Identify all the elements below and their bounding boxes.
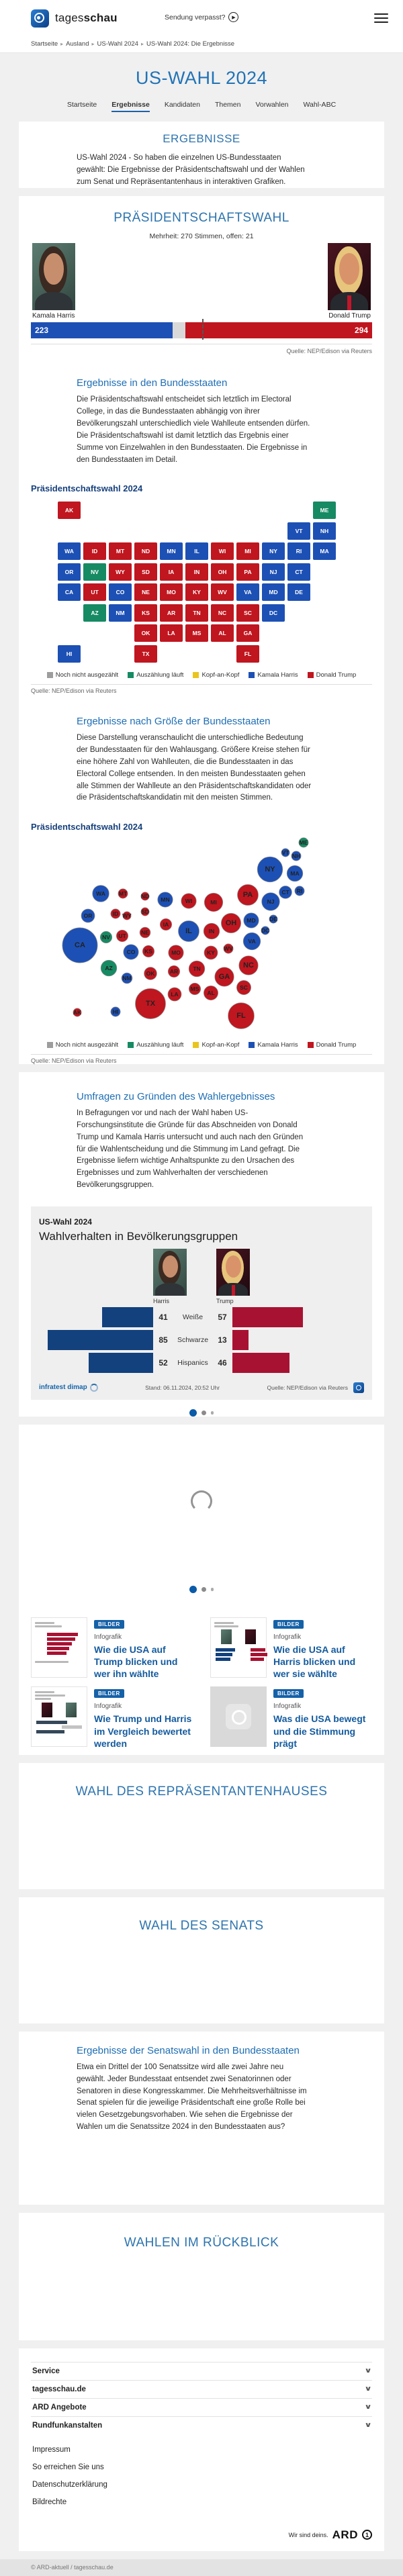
state-tile-md[interactable]: MD (262, 583, 285, 601)
state-tile-mi[interactable]: MI (236, 542, 259, 560)
page-title: US-WAHL 2024 (135, 68, 268, 88)
source-note: Quelle: NEP/Edison via Reuters (267, 1384, 348, 1391)
state-tile-ma[interactable]: MA (313, 542, 336, 560)
infographic-footer (39, 1382, 364, 1393)
senatswahl-text: Etwa ein Drittel der 100 Senatssitze wird alle zwei Jahre neu gewählt. Jeder Bundesstaat entsendet zwei Senatorinnen oder Senatoren in diese Kongresskammer. Die Mehrheitsverhältnisse im Senat spielen für die jeweilige Präsidentschaft eine große Rolle bei vielen Gesetzgebungsvorhaben. Wie sehen die Ergebnisse der Wahlen um die Senatssitze 2024 in den Bundesstaaten aus? (77, 2062, 307, 2131)
donald-trump-name: Donald Trump (328, 312, 371, 320)
state-tile-co[interactable]: CO (109, 583, 132, 601)
legend-label: Noch nicht ausgezählt (55, 671, 119, 679)
section-senatswahl (19, 2032, 384, 2205)
state-bubble-label: DE (269, 916, 277, 923)
teaser-title[interactable]: Wie die USA auf Trump blicken und wer ihn wählte (94, 1643, 178, 1680)
demographic-row-hispanics (39, 1353, 364, 1373)
teaser-kicker: Infografik (94, 1703, 122, 1711)
section-ergebnisse (19, 122, 384, 188)
state-tile-dc[interactable]: DC (262, 604, 285, 622)
state-bubble-label: NJ (267, 898, 275, 906)
state-bubble-label: NY (265, 865, 275, 874)
tagesschau-globe-watermark-icon (226, 1704, 251, 1729)
state-bubble-label: AK (73, 1009, 82, 1016)
carousel-dot-active[interactable] (189, 1586, 197, 1593)
state-bubble-label: AZ (105, 965, 113, 972)
group-label: Schwarze (177, 1335, 209, 1344)
demographic-row-weiße (39, 1307, 364, 1327)
section-rueckblick (19, 2213, 384, 2340)
menu-button[interactable] (374, 13, 388, 23)
teaser-title[interactable]: Wie die USA auf Harris blicken und wer sie wählte (273, 1643, 356, 1680)
state-bubble-label: IN (208, 928, 215, 935)
state-bubble-label: FL (236, 1012, 246, 1020)
harris-photo-small (153, 1249, 187, 1296)
state-bubble-label: ND (140, 893, 150, 900)
state-tile-tx[interactable]: TX (134, 645, 157, 663)
footer-link-datenschutz[interactable]: Datenschutzerklärung (32, 2480, 107, 2489)
state-tile-ut[interactable]: UT (83, 583, 106, 601)
trump-bar (232, 1330, 249, 1350)
teaser-title[interactable]: Was die USA bewegt und die Stimmung prägt (273, 1713, 366, 1749)
state-bubble-label: NV (102, 934, 110, 941)
state-tile-nh[interactable]: NH (313, 522, 336, 540)
state-tile-wv[interactable]: WV (211, 583, 234, 601)
trump-ev-count: 294 (354, 326, 368, 336)
footer-accordion-tagesschau[interactable]: tagesschau.de ∨ (31, 2380, 372, 2398)
state-bubble-label: MT (118, 890, 128, 898)
state-tile-me[interactable]: ME (313, 502, 336, 519)
electoral-college-bar[interactable] (31, 322, 372, 338)
harris-ev-count: 223 (35, 326, 49, 336)
harris-value: 52 (159, 1357, 168, 1368)
section-tabs (0, 94, 403, 122)
state-tile-nj[interactable]: NJ (262, 563, 285, 581)
state-bubble-label: MA (290, 870, 300, 877)
state-tile-ca[interactable]: CA (58, 583, 81, 601)
donald-trump-photo (328, 243, 371, 310)
state-tile-wy[interactable]: WY (109, 563, 132, 581)
chevron-down-icon: ∨ (364, 2422, 372, 2430)
teaser-harris-blick[interactable] (210, 1617, 372, 1680)
umfragen-heading: Umfragen zu Gründen des Wahlergebnisses (77, 1091, 275, 1103)
group-label: Hispanics (177, 1358, 208, 1367)
candidates-row (31, 243, 372, 322)
play-icon: ▶ (228, 12, 238, 22)
state-tile-ga[interactable]: GA (236, 624, 259, 642)
state-tile-sd[interactable]: SD (134, 563, 157, 581)
breadcrumb-item[interactable]: Startseite (31, 40, 58, 48)
legend-label: Kamala Harris (257, 1041, 298, 1049)
state-tile-il[interactable]: IL (185, 542, 208, 560)
source-note: Quelle: NEP/Edison via Reuters (31, 687, 117, 695)
state-bubble-label: WV (224, 945, 233, 953)
brand-wordmark[interactable] (55, 11, 118, 25)
teaser-kicker: Infografik (94, 1633, 122, 1641)
state-tile-pa[interactable]: PA (236, 563, 259, 581)
tagesschau-mini-logo (353, 1382, 364, 1393)
teaser-stimmung[interactable] (210, 1686, 372, 1750)
state-bubble-label: NE (141, 929, 149, 937)
sendung-verpasst-button[interactable] (165, 12, 238, 22)
state-bubble-label: NM (122, 975, 132, 982)
umfragen-text: In Befragungen vor und nach der Wahl haben US-Forschungsinstitute die Gründe für das Abschneiden von Donald Trump und Kamala Harris untersucht und auch nach den Gründen für die Wahlentscheidung und die Stimmung im Land gefragt. Die Ergebnisse liefern wichtige Anhaltspunkte zu den Ursachen des Ergebnisses und zum Wahlverhalten der verschiedenen Bevölkerungsgruppen. (77, 1109, 304, 1190)
badge-bilder: BILDER (273, 1620, 304, 1629)
bundesstaaten-text: Die Präsidentschaftswahl entscheidet sich letztlich im Electoral College, in das die Bundesstaaten abhängig von ihrer Bevölkerungszahl unterschiedlich viele Wahlleute entsenden dürfen. Die Präsidentschaftswahl ist damit letztlich das Ergebnis einer Summe von Einzelwahlen in den Bundesstaaten. Die Ergebnisse in den Bundesstaaten im Detail. (77, 395, 310, 464)
state-tile-al[interactable]: AL (211, 624, 234, 642)
state-bubble-label: KS (144, 948, 152, 955)
state-bubble-label: NC (243, 961, 254, 970)
state-tile-ny[interactable]: NY (262, 542, 285, 560)
state-bubble-label: SD (141, 908, 149, 916)
page-footer (19, 2348, 384, 2551)
legend-item (249, 671, 298, 679)
demographic-row-schwarze (39, 1330, 364, 1350)
section-umfragen (19, 1072, 384, 1417)
harris-value: 41 (159, 1312, 168, 1322)
legend-item (249, 1041, 298, 1049)
demographic-bars (39, 1307, 364, 1373)
repraesentantenhaus-heading: WAHL DES REPRÄSENTANTENHAUSES (75, 1784, 328, 1799)
kamala-harris-name: Kamala Harris (32, 312, 75, 320)
state-tile-nv[interactable]: NV (83, 563, 106, 581)
brand-light: tages (55, 11, 84, 24)
footer-link-bildrechte[interactable]: Bildrechte (32, 2497, 67, 2506)
carousel-dot[interactable] (202, 1411, 206, 1415)
carousel-dots (31, 1586, 372, 1593)
praesidentschaftswahl-heading: PRÄSIDENTSCHAFTSWAHL (114, 211, 289, 226)
infographic-title: Wahlverhalten in Bevölkerungsgruppen (39, 1229, 238, 1243)
state-tile-id[interactable]: ID (83, 542, 106, 560)
harris-label: Harris (153, 1297, 169, 1304)
legend-item (47, 671, 118, 679)
state-tile-in[interactable]: IN (185, 563, 208, 581)
state-tile-ar[interactable]: AR (160, 604, 183, 622)
teaser-kicker: Infografik (273, 1703, 302, 1711)
chevron-down-icon: ∨ (364, 2367, 372, 2375)
state-tile-wi[interactable]: WI (211, 542, 234, 560)
state-tile-ia[interactable]: IA (160, 563, 183, 581)
legend-swatch (128, 672, 134, 678)
state-tile-ks[interactable]: KS (134, 604, 157, 622)
teaser-thumbnail-chart (31, 1686, 87, 1747)
bundesstaaten-heading: Ergebnisse in den Bundesstaaten (77, 377, 228, 389)
legend-swatch (47, 1042, 53, 1048)
state-bubble-label: CA (75, 941, 85, 950)
legend-label: Kopf-an-Kopf (202, 671, 240, 679)
state-tile-de[interactable]: DE (287, 583, 310, 601)
state-bubble-label: AL (207, 990, 215, 997)
state-tile-ok[interactable]: OK (134, 624, 157, 642)
state-bubble-label: SC (240, 984, 248, 992)
legend-label: Donald Trump (316, 1041, 357, 1049)
trump-bar (232, 1353, 289, 1373)
state-bubble-label: GA (218, 973, 230, 982)
state-tile-nm[interactable]: NM (109, 604, 132, 622)
teaser-vergleich[interactable] (31, 1686, 193, 1750)
groesse-text: Diese Darstellung veranschaulicht die unterschiedliche Bedeutung der Bundesstaaten für den Wahlausgang. Größere Kreise stehen für eine höhere Zahl von Wahlleuten, die die Bundesstaaten in das Electoral College entsenden. In den meisten Bundesstaaten gehen alle Stimmen der Wahlleute an den Präsidentschaftskandidaten oder die Präsidentschaftskandidatin mit den meisten Stimmen. (77, 734, 312, 802)
legend-item (47, 1041, 118, 1049)
breadcrumb (0, 36, 403, 53)
tab-ergebnisse[interactable]: Ergebnisse (111, 101, 150, 112)
harris-bar (102, 1307, 153, 1327)
state-tile-mo[interactable]: MO (160, 583, 183, 601)
carousel-dot[interactable] (202, 1587, 206, 1592)
breadcrumb-item[interactable]: Ausland (66, 40, 89, 48)
state-tile-hi[interactable]: HI (58, 645, 81, 663)
copyright-text: © ARD-aktuell / tagesschau.de (31, 2564, 114, 2571)
teaser-thumbnail-chart (31, 1617, 87, 1678)
ard-tagline: Wir sind deins. (288, 2531, 328, 2538)
divider (31, 684, 372, 685)
harris-value: 85 (159, 1335, 168, 1345)
legend-item (193, 671, 239, 679)
footer-accordion-service[interactable]: Service ∨ (31, 2362, 372, 2380)
legend-item (308, 671, 357, 679)
state-bubble-label: WA (96, 890, 105, 898)
breadcrumb-item-current: US-Wahl 2024: Die Ergebnisse (146, 40, 235, 48)
state-bubble-label: WI (185, 898, 193, 905)
groesse-heading: Ergebnisse nach Größe der Bundesstaaten (77, 716, 271, 728)
chevron-down-icon: ∨ (364, 2385, 372, 2393)
state-tile-sc[interactable]: SC (236, 604, 259, 622)
state-bubble-label: PA (242, 891, 253, 900)
ard-brand-line (31, 2528, 372, 2551)
legend-item (128, 671, 183, 679)
footer-accordion-rundfunkanstalten[interactable]: Rundfunkanstalten ∨ (31, 2416, 372, 2434)
state-bubble-label: OH (225, 919, 237, 928)
legend-swatch (308, 1042, 314, 1048)
legend-label: Kopf-an-Kopf (202, 1041, 240, 1049)
infographic-kicker: US-Wahl 2024 (39, 1217, 92, 1227)
section-senat (19, 1897, 384, 2023)
breadcrumb-separator-icon: ▸ (140, 41, 144, 47)
legend-item (193, 1041, 239, 1049)
state-tile-va[interactable]: VA (236, 583, 259, 601)
badge-bilder: BILDER (273, 1689, 304, 1698)
source-note: Quelle: NEP/Edison via Reuters (286, 348, 372, 355)
kamala-harris-photo (32, 243, 75, 310)
breadcrumb-separator-icon: ▸ (91, 41, 95, 47)
legend-swatch (193, 672, 199, 678)
ergebnisse-heading: ERGEBNISSE (163, 132, 240, 145)
trump-value: 57 (218, 1312, 227, 1322)
legend-swatch (128, 1042, 134, 1048)
trump-value: 46 (218, 1357, 227, 1368)
teaser-title[interactable]: Wie Trump und Harris im Vergleich bewertet werden (94, 1713, 192, 1749)
state-tile-tn[interactable]: TN (185, 604, 208, 622)
state-tile-ct[interactable]: CT (287, 563, 310, 581)
legend-swatch (308, 672, 314, 678)
open-ev-segment (173, 322, 186, 338)
breadcrumb-item[interactable]: US-Wahl 2024 (97, 40, 138, 48)
state-bubble-label: TN (193, 965, 201, 973)
state-tile-ms[interactable]: MS (185, 624, 208, 642)
legend-label: Kamala Harris (257, 671, 298, 679)
majority-note: Mehrheit: 270 Stimmen, offen: 21 (149, 232, 254, 241)
state-bubble-label: MD (247, 917, 256, 924)
legend-label: Auszählung läuft (136, 671, 184, 679)
section-praesidentschaftswahl (19, 196, 384, 1064)
state-tile-ri[interactable]: RI (287, 542, 310, 560)
legend-swatch (249, 1042, 255, 1048)
legend-item (308, 1041, 357, 1049)
trump-value: 13 (218, 1335, 227, 1345)
state-bubble-label: DC (261, 927, 270, 935)
tagesschau-logo-icon[interactable] (31, 9, 49, 28)
carousel-dot[interactable] (211, 1588, 214, 1591)
state-bubble-label: HI (112, 1008, 119, 1016)
state-tile-ak[interactable]: AK (58, 502, 81, 519)
infratest-dimap-logo: infratest dimap (39, 1384, 87, 1392)
teaser-trump-blick[interactable] (31, 1617, 193, 1680)
state-bubble-label: TX (145, 1000, 156, 1008)
teaser-kicker: Infografik (273, 1633, 302, 1641)
badge-bilder: BILDER (94, 1620, 124, 1629)
state-tile-vt[interactable]: VT (287, 522, 310, 540)
teaser-grid (31, 1617, 372, 1750)
legend-swatch (47, 672, 53, 678)
state-bubble-label: LA (171, 991, 179, 998)
globe-icon (34, 13, 44, 23)
ergebnisse-intro-text: US-Wahl 2024 - So haben die einzelnen US-Bundesstaaten gewählt: Die Ergebnisse der Präsidentschaftswahl und der Wahlen zum Senat und Repräsentantenhaus in interaktiven Grafiken. (77, 154, 305, 186)
state-bubble-label: RI (296, 888, 303, 895)
trump-bar (232, 1307, 303, 1327)
carousel-dot-active[interactable] (189, 1409, 197, 1417)
infographic-candidates (39, 1249, 364, 1304)
senat-heading: WAHL DES SENATS (139, 1918, 264, 1933)
tab-themen[interactable]: Themen (214, 101, 241, 109)
state-tile-oh[interactable]: OH (211, 563, 234, 581)
state-bubble-label: VT (281, 849, 289, 857)
infratest-ring-icon (90, 1384, 98, 1392)
trump-label: Trump (216, 1297, 234, 1304)
tab-wahl-abc[interactable]: Wahl-ABC (303, 101, 337, 109)
state-bubble-label: ME (299, 839, 308, 847)
state-bubble-label: CO (126, 949, 136, 956)
state-bubble-label: NH (292, 853, 301, 860)
section-repraesentantenhaus (19, 1763, 384, 1889)
harris-ev-segment (31, 322, 173, 338)
footer-link-kontakt[interactable]: So erreichen Sie uns (32, 2463, 104, 2471)
state-tile-nd[interactable]: ND (134, 542, 157, 560)
tab-vorwahlen[interactable]: Vorwahlen (255, 101, 289, 109)
tab-startseite[interactable]: Startseite (66, 101, 97, 109)
ard-one-icon: 1 (362, 2530, 372, 2540)
infographic-wahlverhalten[interactable] (31, 1206, 372, 1400)
chevron-down-icon: ∨ (364, 2403, 372, 2412)
map-legend (31, 671, 372, 679)
state-tile-wa[interactable]: WA (58, 542, 81, 560)
state-bubble-label: AR (169, 968, 179, 975)
legend-item (128, 1041, 183, 1049)
map-chart-label: Präsidentschaftswahl 2024 (31, 483, 143, 494)
state-tile-ky[interactable]: KY (185, 583, 208, 601)
state-bubble-label: MS (190, 986, 199, 993)
app-header (0, 0, 403, 36)
loading-spinner (191, 1490, 212, 1512)
trump-ev-segment (185, 322, 372, 338)
state-bubble-label: ID (112, 910, 119, 918)
state-bubble-label: MN (161, 896, 170, 904)
source-note: Quelle: NEP/Edison via Reuters (31, 1057, 117, 1065)
stand-note: Stand: 06.11.2024, 20:52 Uhr (145, 1384, 220, 1391)
badge-bilder: BILDER (94, 1689, 124, 1698)
state-tile-or[interactable]: OR (58, 563, 81, 581)
rueckblick-heading: WAHLEN IM RÜCKBLICK (124, 2235, 279, 2250)
state-bubble-label: KY (207, 949, 215, 957)
us-states-choropleth[interactable] (58, 502, 353, 665)
state-tile-az[interactable]: AZ (83, 604, 106, 622)
brand-bold: schau (83, 11, 118, 24)
ard-logo: ARD (332, 2528, 358, 2541)
harris-bar (48, 1330, 153, 1350)
state-bubble-label: IL (185, 927, 192, 936)
teaser-thumbnail-placeholder (210, 1686, 267, 1747)
divider (31, 1054, 372, 1055)
state-tile-ne[interactable]: NE (134, 583, 157, 601)
state-bubble-label: UT (118, 933, 126, 940)
senatswahl-heading: Ergebnisse der Senatswahl in den Bundesstaaten (77, 2044, 300, 2056)
state-bubble-label: OR (83, 912, 93, 920)
state-tile-mn[interactable]: MN (160, 542, 183, 560)
legend-label: Auszählung läuft (136, 1041, 184, 1049)
legend-label: Donald Trump (316, 671, 357, 679)
state-bubble-label: MO (171, 949, 181, 957)
breadcrumb-separator-icon: ▸ (60, 41, 64, 47)
legend-swatch (193, 1042, 199, 1048)
state-bubble-label: WY (122, 912, 132, 920)
state-bubble-label: OK (146, 970, 155, 977)
state-tile-fl[interactable]: FL (236, 645, 259, 663)
carousel-dots (31, 1409, 372, 1417)
us-states-cartogram[interactable] (57, 834, 346, 1035)
copyright-bar (0, 2559, 403, 2576)
state-tile-nc[interactable]: NC (211, 604, 234, 622)
majority-marker (202, 319, 204, 340)
state-bubble-label: VA (248, 938, 256, 945)
footer-accordion-ard-angebote[interactable]: ARD Angebote ∨ (31, 2398, 372, 2416)
state-tile-mt[interactable]: MT (109, 542, 132, 560)
carousel-dot[interactable] (211, 1411, 214, 1415)
harris-bar (89, 1353, 153, 1373)
footer-link-impressum[interactable]: Impressum (32, 2445, 71, 2454)
state-tile-la[interactable]: LA (160, 624, 183, 642)
trump-photo-small (216, 1249, 250, 1296)
sendung-verpasst-label: Sendung verpasst? (165, 13, 226, 21)
cartogram-chart-label: Präsidentschaftswahl 2024 (31, 822, 143, 832)
group-label: Weiße (182, 1313, 204, 1321)
legend-swatch (249, 672, 255, 678)
state-bubble-label: MI (210, 899, 217, 906)
teaser-thumbnail-chart (210, 1617, 267, 1678)
state-bubble-label: IA (163, 921, 169, 928)
section-teasers (19, 1425, 384, 1755)
state-bubble-label: CT (281, 889, 289, 896)
tab-kandidaten[interactable]: Kandidaten (164, 101, 200, 109)
cartogram-legend (31, 1041, 372, 1049)
legend-label: Noch nicht ausgezählt (55, 1041, 119, 1049)
